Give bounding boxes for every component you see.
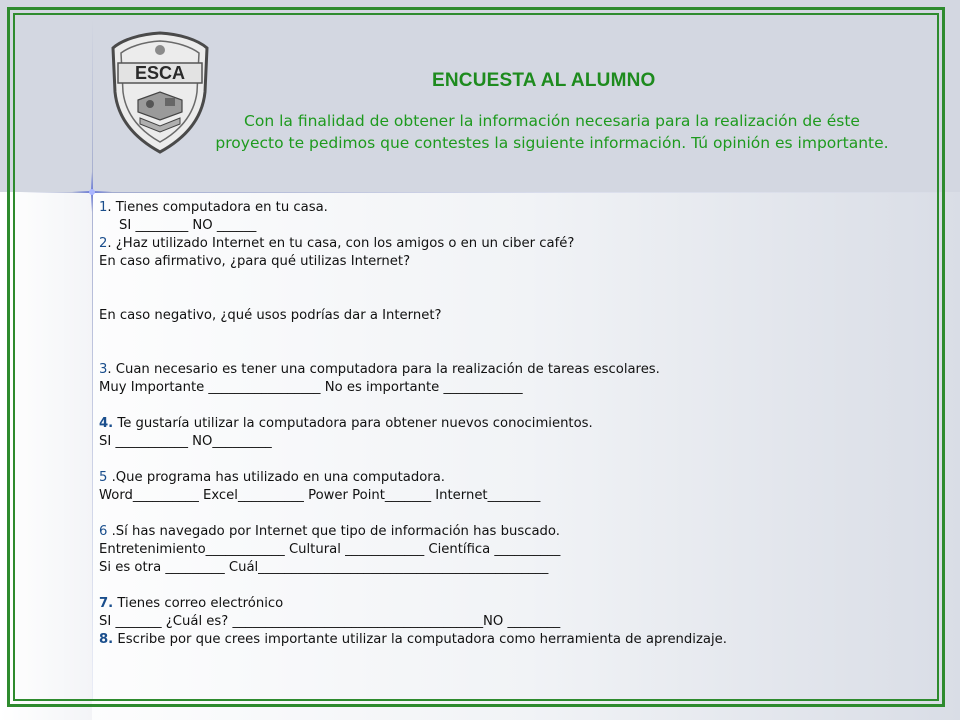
- subtitle-line-1: Con la finalidad de obtener la información necesaria para la realización de éste: [244, 112, 860, 130]
- subtitle-line-2: proyecto te pedimos que contestes la siguiente información. Tú opinión es importante.: [215, 134, 889, 152]
- question-3: [99, 361, 819, 379]
- question-1-number: 1: [99, 200, 108, 215]
- question-7-answer[interactable]: SI _______ ¿Cuál es? ______________________________________NO ________: [99, 614, 561, 629]
- question-2-followup-yes: En caso afirmativo, ¿para qué utilizas Internet?: [99, 254, 411, 269]
- question-3-number: 3: [99, 362, 108, 377]
- question-6-number: 6: [99, 524, 108, 539]
- question-5-number: 5: [99, 470, 108, 485]
- page-subtitle: [192, 110, 912, 154]
- spacer: [99, 577, 819, 595]
- question-3-answer[interactable]: Muy Importante _________________ No es importante ____________: [99, 380, 523, 395]
- horizontal-guide-line: [20, 192, 940, 193]
- question-6-answer-2[interactable]: Si es otra _________ Cuál____________________________________________: [99, 560, 549, 575]
- answer-space[interactable]: [99, 325, 819, 361]
- question-6: [99, 523, 819, 541]
- question-7-text: Tienes correo electrónico: [113, 596, 284, 611]
- question-5-answer[interactable]: Word__________ Excel__________ Power Point_______ Internet________: [99, 488, 541, 503]
- vertical-guide-line: [92, 20, 93, 700]
- page-title: ENCUESTA AL ALUMNO: [432, 70, 656, 91]
- question-3-text: . Cuan necesario es tener una computadora para la realización de tareas escolares.: [107, 362, 660, 377]
- question-5-text: .Que programa has utilizado en una computadora.: [107, 470, 445, 485]
- question-8-text: Escribe por que crees importante utilizar la computadora como herramienta de aprendizaje.: [113, 632, 727, 647]
- question-7-number: 7.: [99, 596, 114, 611]
- question-8-number: 8.: [99, 632, 114, 647]
- left-shade: [0, 192, 92, 720]
- question-4-text: Te gustaría utilizar la computadora para obtener nuevos conocimientos.: [113, 416, 593, 431]
- question-6-answer-1[interactable]: Entretenimiento____________ Cultural ____________ Científica __________: [99, 542, 561, 557]
- question-2-text: . ¿Haz utilizado Internet en tu casa, con los amigos o en un ciber café?: [107, 236, 575, 251]
- question-4-number: 4.: [99, 416, 114, 431]
- question-1: [99, 199, 819, 217]
- question-1-answer[interactable]: SI ________ NO ______: [119, 218, 257, 233]
- question-2-number: 2: [99, 236, 108, 251]
- question-8: [99, 631, 819, 649]
- logo-text: ESCA: [134, 63, 186, 83]
- question-1-text: . Tienes computadora en tu casa.: [107, 200, 328, 215]
- question-4-answer[interactable]: SI ___________ NO_________: [99, 434, 272, 449]
- question-4: [99, 415, 819, 433]
- question-2: [99, 235, 819, 253]
- answer-space[interactable]: [99, 271, 819, 307]
- spacer: [99, 505, 819, 523]
- question-7: [99, 595, 819, 613]
- survey-questions: [99, 199, 819, 649]
- question-5: [99, 469, 819, 487]
- question-6-text: .Sí has navegado por Internet que tipo de información has buscado.: [107, 524, 560, 539]
- question-2-followup-no: En caso negativo, ¿qué usos podrías dar a Internet?: [99, 308, 442, 323]
- spacer: [99, 451, 819, 469]
- spacer: [99, 397, 819, 415]
